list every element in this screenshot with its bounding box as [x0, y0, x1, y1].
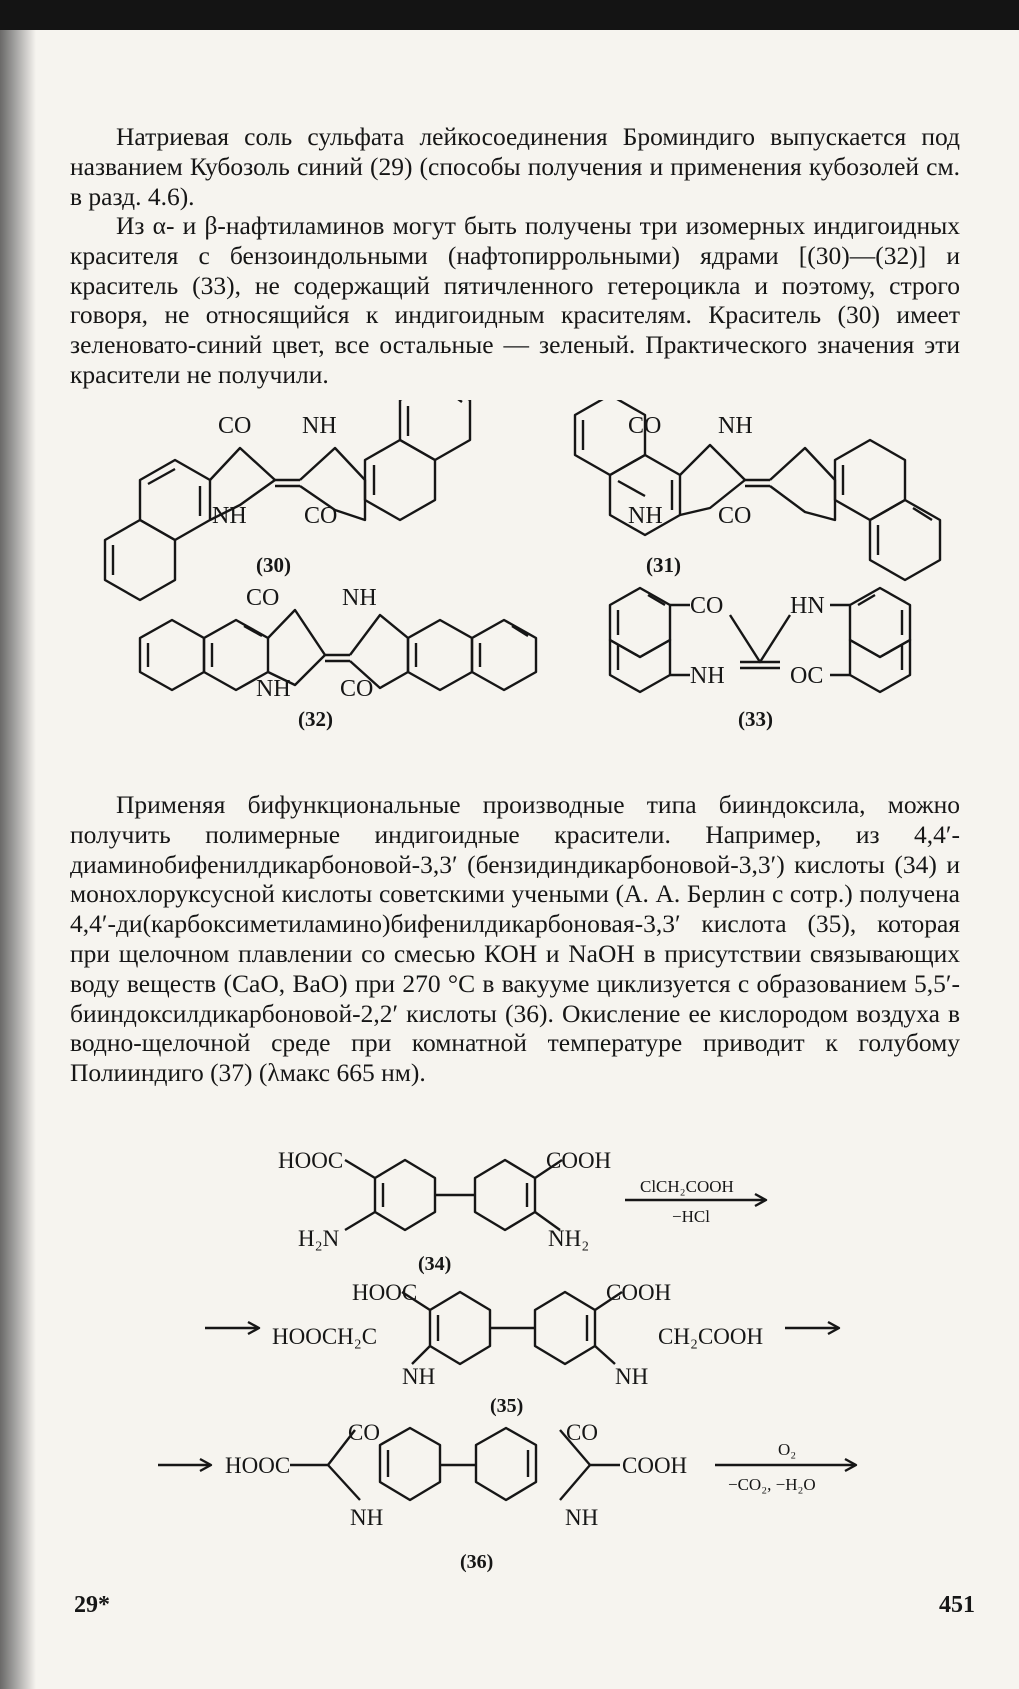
s34-nh2-right: NH₂	[548, 1226, 590, 1251]
s30-co-bottom: CO	[304, 503, 338, 529]
s31-nh-bottom: NH	[628, 503, 663, 529]
s32-co-bottom: CO	[340, 676, 374, 702]
structures-30-33	[0, 400, 1019, 785]
structure-36-label-row	[0, 1548, 1019, 1576]
s32-number: (32)	[298, 707, 333, 731]
arrow1-byproduct: −HCl	[672, 1207, 710, 1226]
s35-number: (35)	[490, 1395, 524, 1417]
s34-cooh: COOH	[546, 1150, 612, 1173]
s33-hn-top: HN	[790, 593, 825, 619]
s32-nh-bottom: NH	[256, 676, 291, 702]
s36-co-left: CO	[348, 1420, 380, 1445]
arrow1-reagent: ClCH₂COOH	[640, 1177, 734, 1196]
s31-co-top: CO	[628, 413, 662, 439]
s31-co-bottom: CO	[718, 503, 752, 529]
s30-number: (30)	[256, 553, 291, 577]
paragraph-kubozol: Натриевая соль сульфата лейкосоединения Броминдиго выпускается под названием Кубозоль синий (29) (способы получения и применения кубозолей см. в разд. 4.6).	[70, 122, 960, 211]
s33-number: (33)	[738, 707, 773, 731]
paragraph-naphthylamine-dyes: Из α- и β-нафтиламинов могут быть получены три изомерных индигоидных красителя с бензоиндольными (нафтопиррольными) ядрами [(30)—(32)] и краситель (33), не содержащий пятичленного гетероцикла и поэтому, строго говоря, не относящийся к индигоидным красителям. Краситель (30) имеет зеленовато-синий цвет, все остальные — зеленый. Практического значения эти красители не получили.	[70, 211, 960, 389]
s33-nh-bottom: NH	[690, 663, 725, 689]
s30-co-top: CO	[218, 413, 252, 439]
s36-co-right: CO	[566, 1420, 598, 1445]
signature-mark: 29*	[74, 1592, 110, 1618]
s35-cooh: COOH	[606, 1280, 672, 1305]
s35-right-substituent: CH₂COOH	[658, 1324, 764, 1349]
s36-nh-left: NH	[350, 1505, 384, 1530]
s35-hooc: HOOC	[352, 1280, 418, 1305]
s34-nh2-left: H₂N	[298, 1226, 340, 1251]
arrow2-reagent: O₂	[778, 1440, 797, 1459]
arrow2-byproducts: −CO₂, −H₂O	[728, 1475, 816, 1494]
s34-hooc: HOOC	[278, 1150, 344, 1173]
structure-32-drawing	[140, 610, 536, 690]
s36-hooc: HOOC	[225, 1453, 291, 1478]
reaction-scheme	[0, 1150, 1019, 1540]
s33-oc-bottom: OC	[790, 663, 824, 689]
s36-nh-right: NH	[565, 1505, 599, 1530]
s35-nh-left: NH	[402, 1364, 436, 1389]
scan-top-border	[0, 0, 1019, 30]
page-number: 451	[939, 1592, 975, 1618]
s35-left-substituent: HOOCH₂C	[272, 1324, 378, 1349]
s34-number: (34)	[418, 1253, 452, 1275]
s36-cooh: COOH	[622, 1453, 688, 1478]
s32-co-top: CO	[246, 585, 280, 611]
s30-nh-bottom: NH	[212, 503, 247, 529]
structure-33-drawing	[610, 588, 910, 692]
s32-nh-top: NH	[342, 585, 377, 611]
s33-co-top: CO	[690, 593, 724, 619]
s35-nh-right: NH	[615, 1364, 649, 1389]
s31-nh-top: NH	[718, 413, 753, 439]
s36-number: (36)	[460, 1551, 494, 1573]
s31-number: (31)	[646, 553, 681, 577]
s30-nh-top: NH	[302, 413, 337, 439]
structure-34-drawing	[345, 1160, 562, 1230]
paragraph-polyindigo: Применяя бифункциональные производные типа бииндоксила, можно получить полимерные индигоидные красители. Например, из 4,4′-диаминобифенилдикарбоновой-3,3′ (бензидиндикарбоновой-3,3′) кислоты (34) и монохлоруксусной кислоты советскими учеными (А. А. Берлин с сотр.) получена 4,4′-ди(карбоксиметиламино)бифенилдикарбоновая-3,3′ кислота (35), которая при щелочном плавлении со смесью КОН и NaOH в присутствии связывающих воду веществ (CaO, BaO) при 270 °C в вакууме циклизуется с образованием 5,5′-бииндоксилдикарбоновой-2,2′ кислоты (36). Окисление ее кислородом воздуха в водно-щелочной среде при комнатной температуре приводит к голубому Полииндиго (37) (λмакс 665 нм).	[70, 790, 960, 1088]
